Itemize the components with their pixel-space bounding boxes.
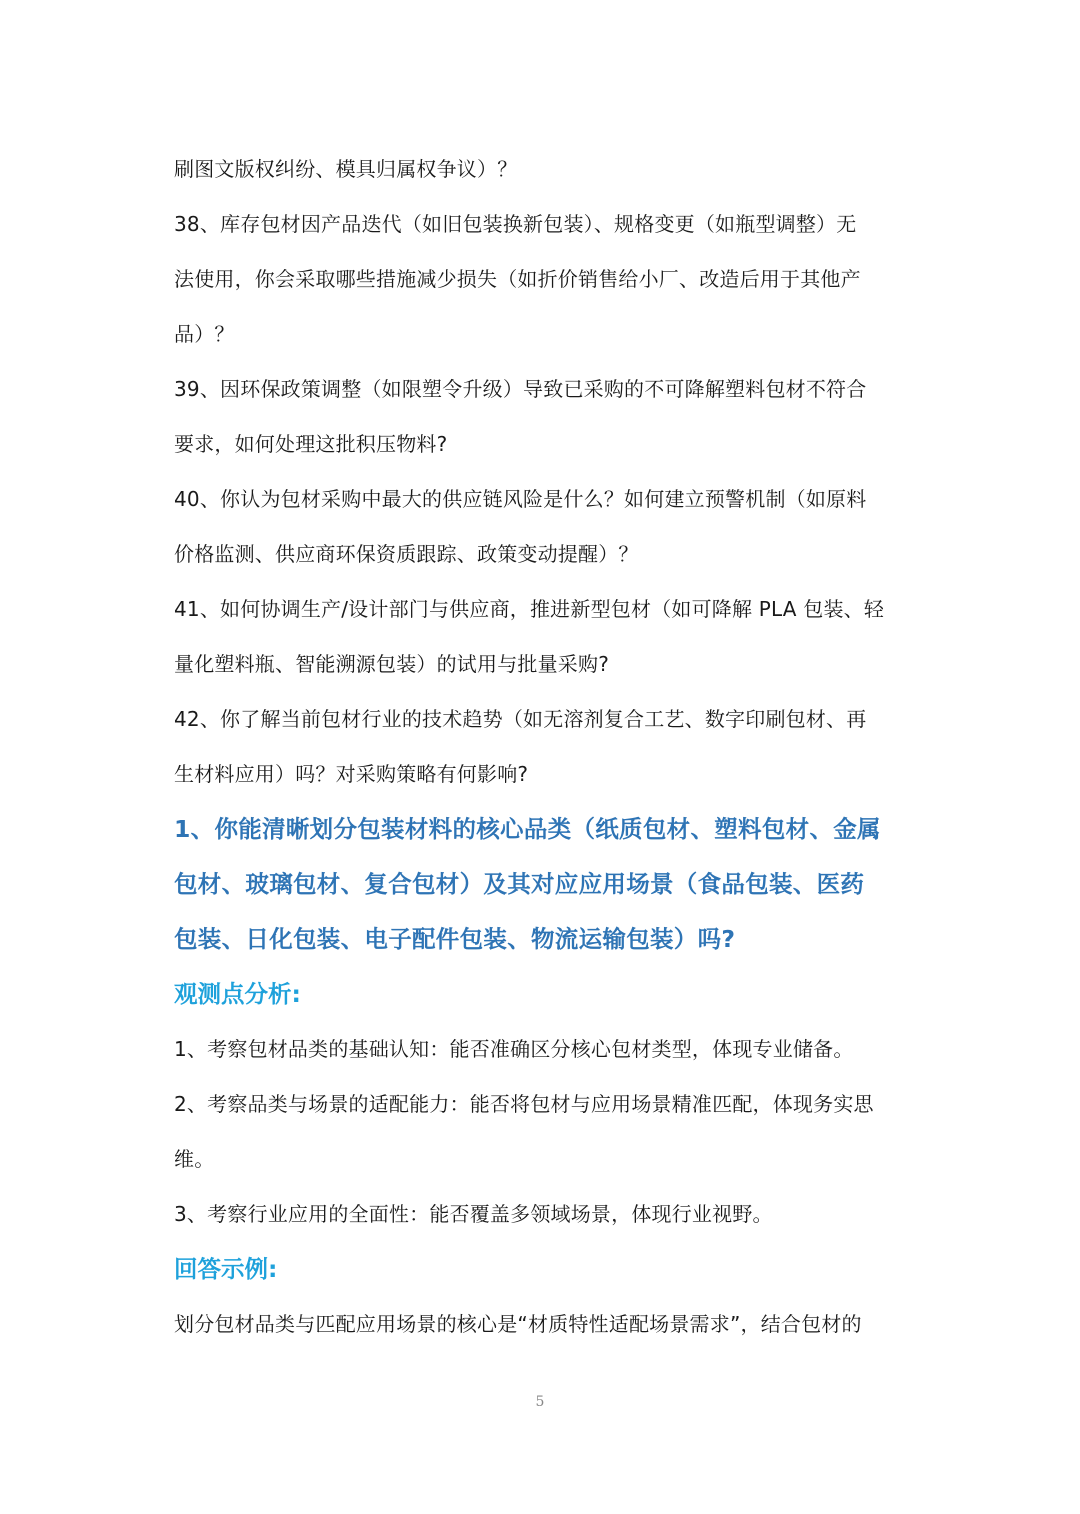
text-line: 1、考察包材品类的基础认知：能否准确区分核心包材类型，体现专业储备。 [174, 1037, 854, 1061]
text-line: 40、你认为包材采购中最大的供应链风险是什么？如何建立预警机制（如原料 [174, 487, 867, 511]
page-number: 5 [535, 1394, 545, 1410]
text-line: 量化塑料瓶、智能溯源包装）的试用与批量采购? [174, 652, 610, 676]
text-line: 要求，如何处理这批积压物料? [174, 432, 448, 456]
text-line: 价格监测、供应商环保资质跟踪、政策变动提醒）？ [174, 542, 639, 566]
text-line: 3、考察行业应用的全面性：能否覆盖多领域场景，体现行业视野。 [174, 1202, 773, 1226]
text-line: 品）？ [174, 322, 235, 346]
answer-paragraph [174, 1297, 914, 1352]
page-content [174, 142, 914, 1352]
answer-title: 回答示例: [174, 1255, 278, 1283]
heading-line: 1、你能清晰划分包装材料的核心品类（纸质包材、塑料包材、金属 [174, 815, 881, 843]
text-line: 39、因环保政策调整（如限塑令升级）导致已采购的不可降解塑料包材不符合 [174, 377, 867, 401]
text-line: 41、如何协调生产/设计部门与供应商，推进新型包材（如可降解 PLA 包装、轻 [174, 597, 885, 621]
question-heading [174, 802, 914, 967]
text-line: 2、考察品类与场景的适配能力：能否将包材与应用场景精准匹配，体现务实思 [174, 1092, 874, 1116]
text-line: 42、你了解当前包材行业的技术趋势（如无溶剂复合工艺、数字印刷包材、再 [174, 707, 867, 731]
text-line: 法使用，你会采取哪些措施减少损失（如折价销售给小厂、改造后用于其他产 [174, 267, 861, 291]
heading-line: 包材、玻璃包材、复合包材）及其对应应用场景（食品包装、医药 [174, 870, 865, 898]
text-line: 刷图文版权纠纷、模具归属权争议）？ [174, 157, 518, 181]
analysis-title: 观测点分析: [174, 980, 301, 1008]
paragraph-37-end [174, 142, 914, 197]
question-42 [174, 692, 914, 802]
question-41 [174, 582, 914, 692]
analysis-item-1 [174, 1022, 914, 1077]
analysis-item-3 [174, 1187, 914, 1242]
question-38 [174, 197, 914, 362]
text-line: 划分包材品类与匹配应用场景的核心是“材质特性适配场景需求”，结合包材的 [174, 1312, 862, 1336]
heading-line: 包装、日化包装、电子配件包装、物流运输包装）吗? [174, 925, 736, 953]
question-39 [174, 362, 914, 472]
text-line: 维。 [174, 1147, 215, 1171]
analysis-item-2 [174, 1077, 914, 1187]
text-line: 38、库存包材因产品迭代（如旧包装换新包装）、规格变更（如瓶型调整）无 [174, 212, 857, 236]
question-40 [174, 472, 914, 582]
text-line: 生材料应用）吗？对采购策略有何影响? [174, 762, 529, 786]
